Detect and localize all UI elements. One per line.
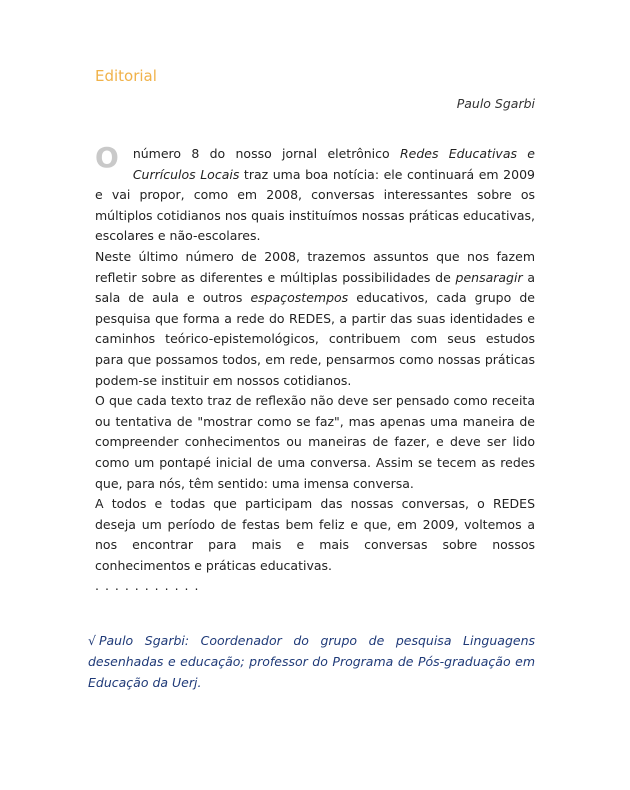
author-footnote [88, 630, 535, 693]
p1-journal-name: Redes Educativas e Currículos Locais [132, 146, 535, 182]
paragraph-1 [95, 141, 535, 247]
p1-text-a: número 8 do nosso jornal eletrônico [132, 146, 400, 161]
separator-dots: . . . . . . . . . . . [95, 578, 200, 594]
dropcap-letter: O [95, 141, 119, 174]
paragraph-2 [95, 247, 535, 391]
p2-emphasis-2: espaçostempos [250, 290, 349, 306]
p1-text-b: traz uma boa notícia: ele continuará em 2009 e vai propor, como em 2008, conversas interessantes sobre os múltiplos cotidianos nos quais instituímos nossas práticas educativas, escolares e não-escolares. [95, 166, 535, 244]
paragraph-4: A todos e todas que participam das nossas conversas, o REDES deseja um período de festas bem feliz e que, em 2009, voltemos a nos encontrar para mais e mais conversas sobre nossos conhecimentos e práticas educativas. [95, 496, 535, 573]
footnote-text: Paulo Sgarbi: Coordenador do grupo de pesquisa Linguagens desenhadas e educação; professor do Programa de Pós-graduação em Educação da Uerj. [88, 633, 535, 690]
editorial-body [95, 141, 535, 597]
checkmark-icon: √ [88, 633, 96, 648]
p2-text-a: Neste último número de 2008, trazemos assuntos que nos fazem refletir sobre as diferentes e múltiplas possibilidades de [95, 248, 535, 285]
paragraph-3: O que cada texto traz de reflexão não deve ser pensado como receita ou tentativa de "mostrar como se faz", mas apenas uma maneira de compreender conhecimentos ou maneiras de fazer, e deve ser lido como um pontapé inicial de uma conversa. Assim se tecem as redes que, para nós, têm sentido: uma imensa conversa. [95, 393, 535, 491]
p2-emphasis-1: pensaragir [455, 269, 523, 285]
p2-text-c: educativos, cada grupo de pesquisa que forma a rede do REDES, a partir das suas identidades e caminhos teórico-epistemológicos, contribuem com seus estudos para que possamos todos, em rede, pensarmos como nossas práticas podem-se instituir em nossos cotidianos. [95, 290, 535, 388]
section-title: Editorial [95, 67, 157, 85]
author-name: Paulo Sgarbi [456, 96, 535, 111]
p2-text-b: a sala de aula e outros [95, 269, 535, 306]
